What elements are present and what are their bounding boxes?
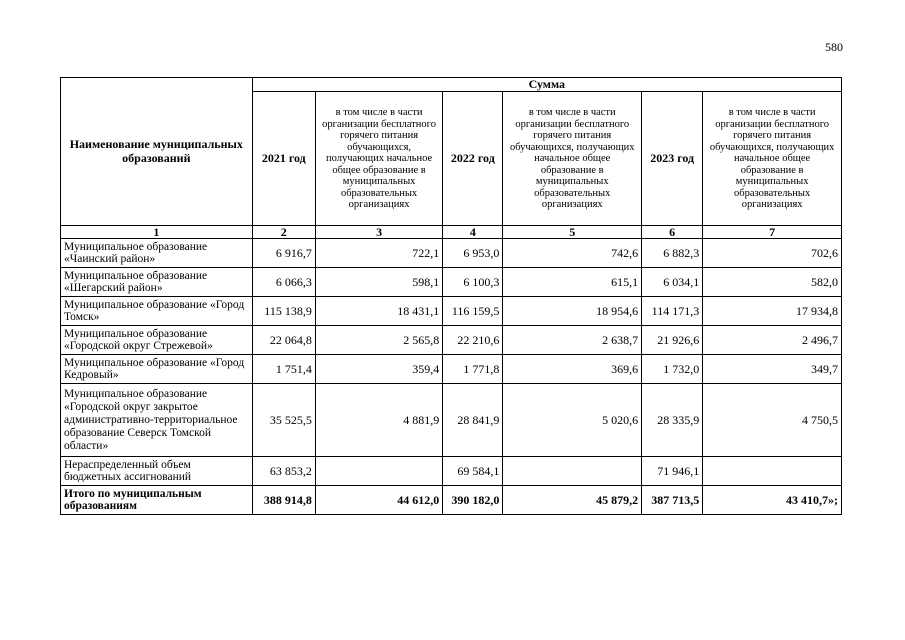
row-name: Муниципальное образование «Город Кедровый» [61, 355, 253, 384]
row-name: Муниципальное образование «Город Томск» [61, 297, 253, 326]
column-number: 1 [61, 226, 253, 239]
cell-2023-meals [703, 457, 842, 486]
cell-2021: 115 138,9 [252, 297, 315, 326]
cell-2023-meals: 17 934,8 [703, 297, 842, 326]
cell-2022: 69 584,1 [443, 457, 503, 486]
row-name: Муниципальное образование «Городской округ Стрежевой» [61, 326, 253, 355]
table-row [61, 384, 842, 457]
cell-2022-meals: 5 020,6 [503, 384, 642, 457]
cell-2023-meals: 349,7 [703, 355, 842, 384]
cell-2023-meals: 2 496,7 [703, 326, 842, 355]
cell-2021: 35 525,5 [252, 384, 315, 457]
cell-2022-meals: 2 638,7 [503, 326, 642, 355]
total-label: Итого по муниципальным образованиям [61, 486, 253, 515]
cell-2023-meals: 4 750,5 [703, 384, 842, 457]
cell-2022-meals: 18 954,6 [503, 297, 642, 326]
cell-2021-meals: 722,1 [315, 239, 442, 268]
cell-2021: 1 751,4 [252, 355, 315, 384]
cell-2023: 71 946,1 [642, 457, 703, 486]
cell-2022-meals: 742,6 [503, 239, 642, 268]
total-row [61, 486, 842, 515]
column-number-row [61, 226, 842, 239]
cell-2023: 6 882,3 [642, 239, 703, 268]
cell-2023: 28 335,9 [642, 384, 703, 457]
column-header-2023: 2023 год [642, 92, 703, 226]
column-header-2022-meals: в том числе в части организации бесплатного горячего питания обучающихся, получающих начальное общее образование в муниципальных образовательных организациях [503, 92, 642, 226]
total-2022-meals: 45 879,2 [503, 486, 642, 515]
column-number: 4 [443, 226, 503, 239]
total-2023: 387 713,5 [642, 486, 703, 515]
column-header-2021: 2021 год [252, 92, 315, 226]
cell-2022-meals: 369,6 [503, 355, 642, 384]
cell-2021-meals: 598,1 [315, 268, 442, 297]
cell-2022: 116 159,5 [443, 297, 503, 326]
cell-2023: 114 171,3 [642, 297, 703, 326]
column-header-2022: 2022 год [443, 92, 503, 226]
total-2021-meals: 44 612,0 [315, 486, 442, 515]
cell-2023: 21 926,6 [642, 326, 703, 355]
cell-2021: 6 066,3 [252, 268, 315, 297]
column-number: 6 [642, 226, 703, 239]
cell-2023: 1 732,0 [642, 355, 703, 384]
cell-2022-meals: 615,1 [503, 268, 642, 297]
total-2021: 388 914,8 [252, 486, 315, 515]
cell-2021-meals: 2 565,8 [315, 326, 442, 355]
column-header-sum: Сумма [252, 78, 841, 92]
budget-table [60, 77, 842, 515]
row-name: Муниципальное образование «Чаинский район» [61, 239, 253, 268]
table-row [61, 326, 842, 355]
row-name: Нераспределенный объем бюджетных ассигнований [61, 457, 253, 486]
column-header-2021-meals: в том числе в части организации бесплатного горячего питания обучающихся, получающих начальное общее образование в муниципальных образовательных организациях [315, 92, 442, 226]
total-2023-meals: 43 410,7»; [703, 486, 842, 515]
column-number: 3 [315, 226, 442, 239]
cell-2021-meals: 359,4 [315, 355, 442, 384]
cell-2022-meals [503, 457, 642, 486]
cell-2021-meals: 4 881,9 [315, 384, 442, 457]
row-name: Муниципальное образование «Шегарский район» [61, 268, 253, 297]
column-number: 5 [503, 226, 642, 239]
column-header-2023-meals: в том числе в части организации бесплатного горячего питания обучающихся, получающих начальное общее образование в муниципальных образовательных организациях [703, 92, 842, 226]
cell-2021-meals: 18 431,1 [315, 297, 442, 326]
cell-2022: 6 953,0 [443, 239, 503, 268]
cell-2021: 6 916,7 [252, 239, 315, 268]
cell-2021-meals [315, 457, 442, 486]
table-row [61, 457, 842, 486]
table-row [61, 355, 842, 384]
cell-2022: 22 210,6 [443, 326, 503, 355]
column-number: 2 [252, 226, 315, 239]
cell-2022: 28 841,9 [443, 384, 503, 457]
row-name: Муниципальное образование «Городской округ закрытое административно-территориальное образование Северск Томской области» [61, 384, 253, 457]
table-row [61, 239, 842, 268]
cell-2023-meals: 702,6 [703, 239, 842, 268]
column-number: 7 [703, 226, 842, 239]
cell-2023: 6 034,1 [642, 268, 703, 297]
total-2022: 390 182,0 [443, 486, 503, 515]
table-row [61, 268, 842, 297]
cell-2022: 6 100,3 [443, 268, 503, 297]
cell-2023-meals: 582,0 [703, 268, 842, 297]
column-header-name: Наименование муниципальных образований [61, 78, 253, 226]
page-number: 580 [825, 40, 843, 54]
table-row [61, 297, 842, 326]
cell-2021: 63 853,2 [252, 457, 315, 486]
cell-2021: 22 064,8 [252, 326, 315, 355]
cell-2022: 1 771,8 [443, 355, 503, 384]
